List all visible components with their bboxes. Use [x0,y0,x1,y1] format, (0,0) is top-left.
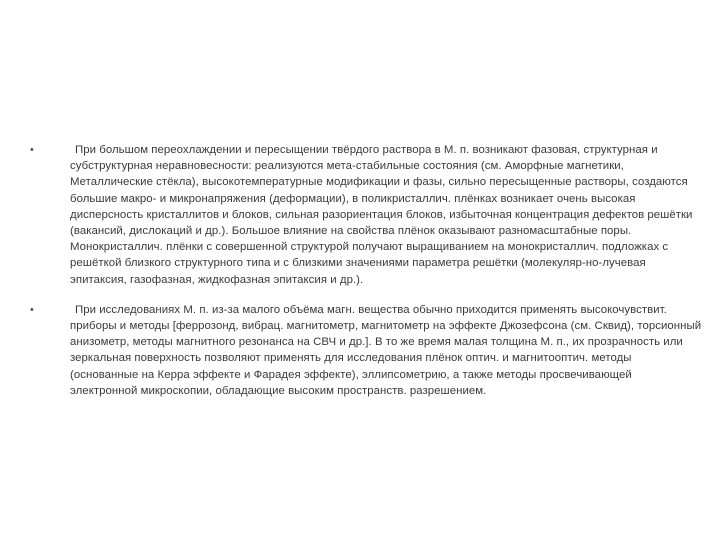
bullet-text: При исследованиях М. п. из-за малого объёма магн. вещества обычно приходится применять высокочувствит. приборы и методы [феррозонд, вибрац. магнитометр, магнитометр на эффекте Джозефсона (см. Сквид), торсионный анизометр, методы магнитного резонанса на СВЧ и др.]. В то же время малая толщина М. п., их прозрачность или зеркальная поверхность позволяют применять для исследования плёнок оптич. и магнитооптич. методы (основанные на Керра эффекте и Фарадея эффекте), эллипсометрию, а также методы просвечивающей электронной микроскопии, обладающие высоким пространств. разрешением. [70,303,702,397]
bullet-item-research-methods [30,302,702,399]
bullet-icon: • [30,303,34,316]
bullet-icon: • [30,144,34,156]
bullet-text: При большом переохлаждении и пересыщении твёрдого раствора в М. п. возникают фазовая, структурная и субструктурная неравновесности: реализуются мета-стабильные состояния (см. Аморфные магнетики, Металлические стёкла), высокотемпературные модификации и фазы, сильно пересыщенные растворы, создаются большие макро- и микронапряжения (деформации), в поликристаллич. плёнках возникает очень высокая дисперсность кристаллитов и блоков, сильная разориентация блоков, избыточная концентрация дефектов решётки (вакансий, дислокаций и др.). Большое влияние на свойства плёнок оказывают разномасштабные поры. Монокристаллич. плёнки с совершенной структурой получают выращиванием на монокристаллич. подложках с решёткой близкого структурного типа и с близкими значениями параметра решётки (молекуляр-но-лучевая эпитаксия, газофазная, жидкофазная эпитаксия и др.). [70,144,693,286]
bullet-list [30,142,702,399]
bullet-item-phase-nonequilibrium [30,142,702,288]
